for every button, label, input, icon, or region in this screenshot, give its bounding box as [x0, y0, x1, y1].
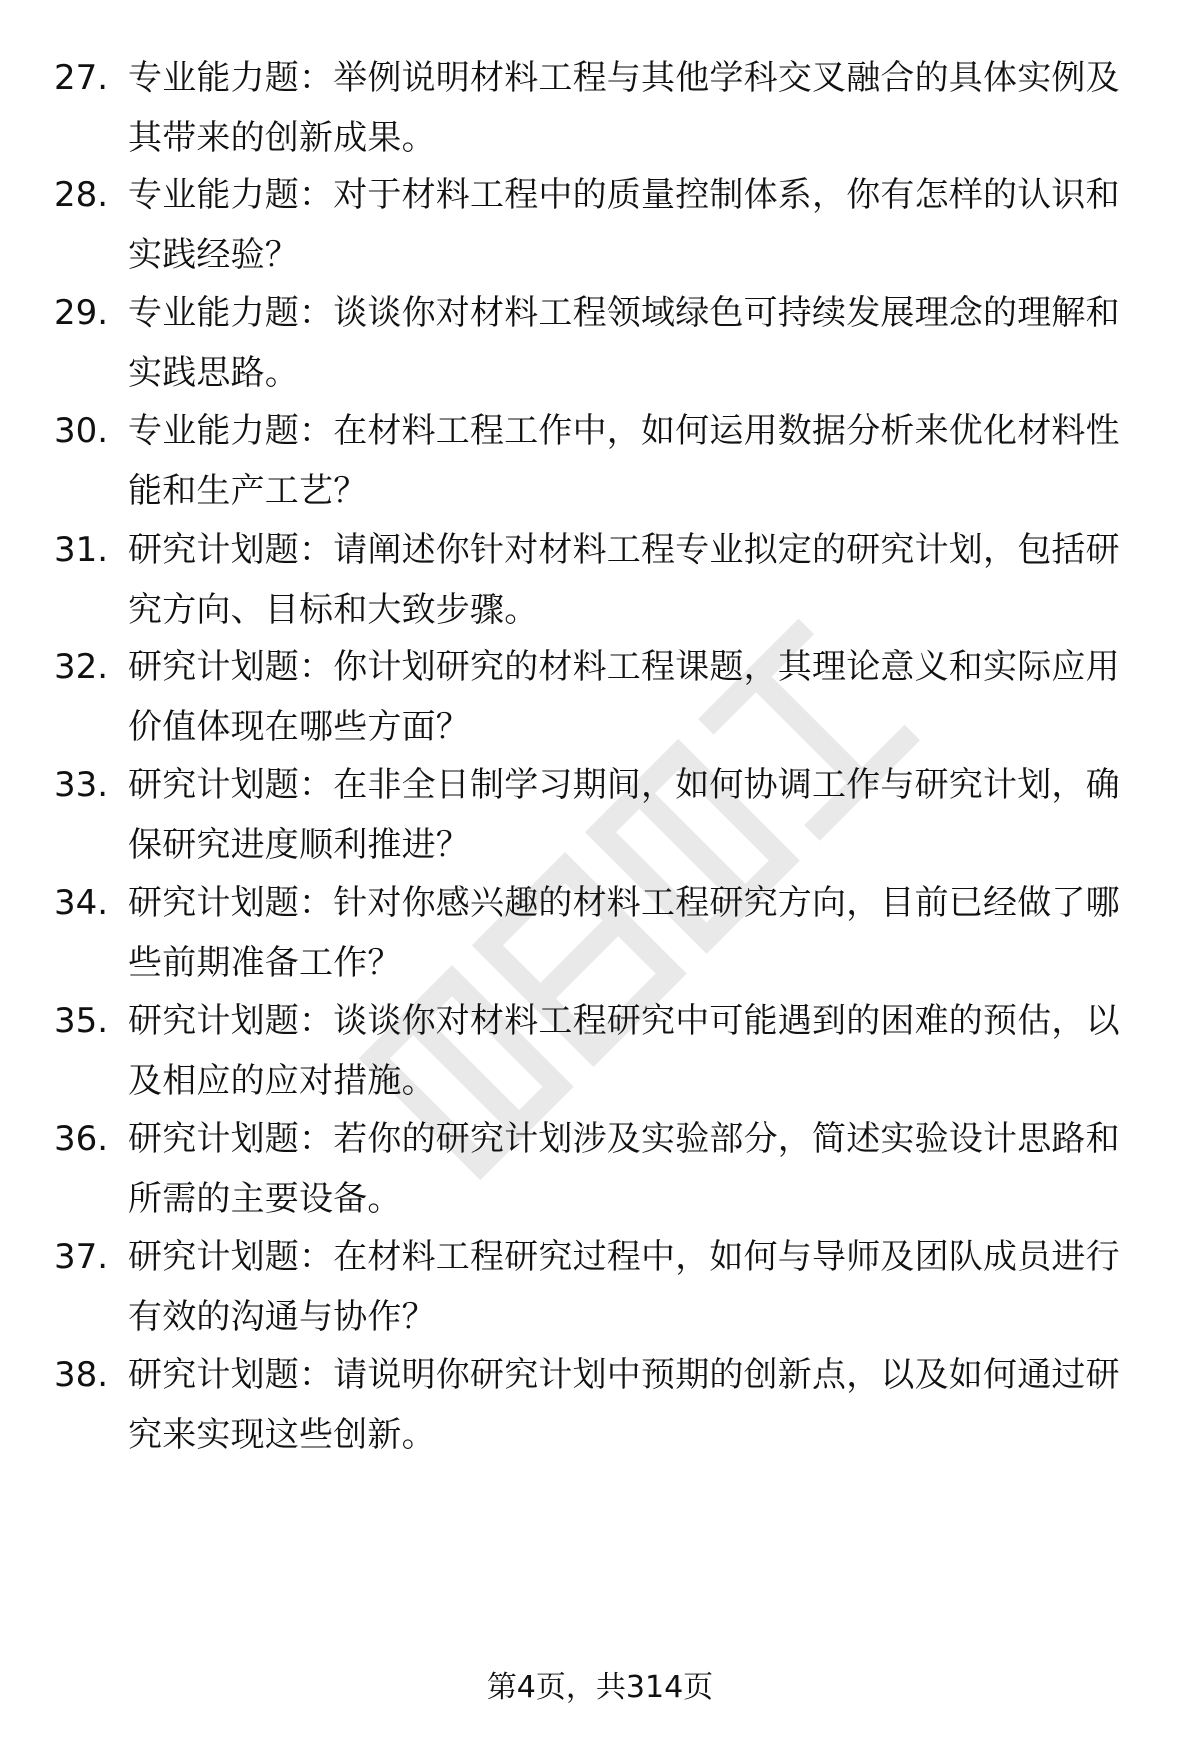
question-text: 研究计划题：在非全日制学习期间，如何协调工作与研究计划，确保研究进度顺利推进？ — [128, 765, 1120, 865]
question-text: 研究计划题：谈谈你对材料工程研究中可能遇到的困难的预估，以及相应的应对措施。 — [128, 1001, 1120, 1101]
question-number: 27. — [54, 58, 109, 98]
question-text: 专业能力题：举例说明材料工程与其他学科交叉融合的具体实例及其带来的创新成果。 — [128, 58, 1120, 158]
question-number: 35. — [54, 1001, 109, 1041]
question-text: 研究计划题：在材料工程研究过程中，如何与导师及团队成员进行有效的沟通与协作？ — [128, 1237, 1120, 1337]
question-text: 研究计划题：你计划研究的材料工程课题，其理论意义和实际应用价值体现在哪些方面？ — [128, 647, 1120, 747]
question-number: 29. — [54, 293, 109, 333]
question-number: 38. — [54, 1355, 109, 1395]
question-number: 36. — [54, 1119, 109, 1159]
question-number: 28. — [54, 175, 109, 215]
question-number: 32. — [54, 647, 109, 687]
question-text: 研究计划题：请说明你研究计划中预期的创新点，以及如何通过研究来实现这些创新。 — [128, 1355, 1120, 1455]
question-text: 专业能力题：谈谈你对材料工程领域绿色可持续发展理念的理解和实践思路。 — [128, 293, 1120, 393]
question-number: 31. — [54, 530, 109, 570]
question-number: 34. — [54, 883, 109, 923]
question-number: 33. — [54, 765, 109, 805]
question-text: 研究计划题：请阐述你针对材料工程专业拟定的研究计划，包括研究方向、目标和大致步骤。 — [128, 530, 1120, 630]
question-text: 研究计划题：若你的研究计划涉及实验部分，简述实验设计思路和所需的主要设备。 — [128, 1119, 1120, 1219]
question-text: 研究计划题：针对你感兴趣的材料工程研究方向，目前已经做了哪些前期准备工作？ — [128, 883, 1120, 983]
question-text: 专业能力题：在材料工程工作中，如何运用数据分析来优化材料性能和生产工艺？ — [128, 411, 1120, 511]
page-footer: 第4页，共314页 — [486, 1670, 714, 1705]
question-text: 专业能力题：对于材料工程中的质量控制体系，你有怎样的认识和实践经验？ — [128, 175, 1120, 275]
question-number: 37. — [54, 1237, 109, 1277]
question-number: 30. — [54, 411, 109, 451]
